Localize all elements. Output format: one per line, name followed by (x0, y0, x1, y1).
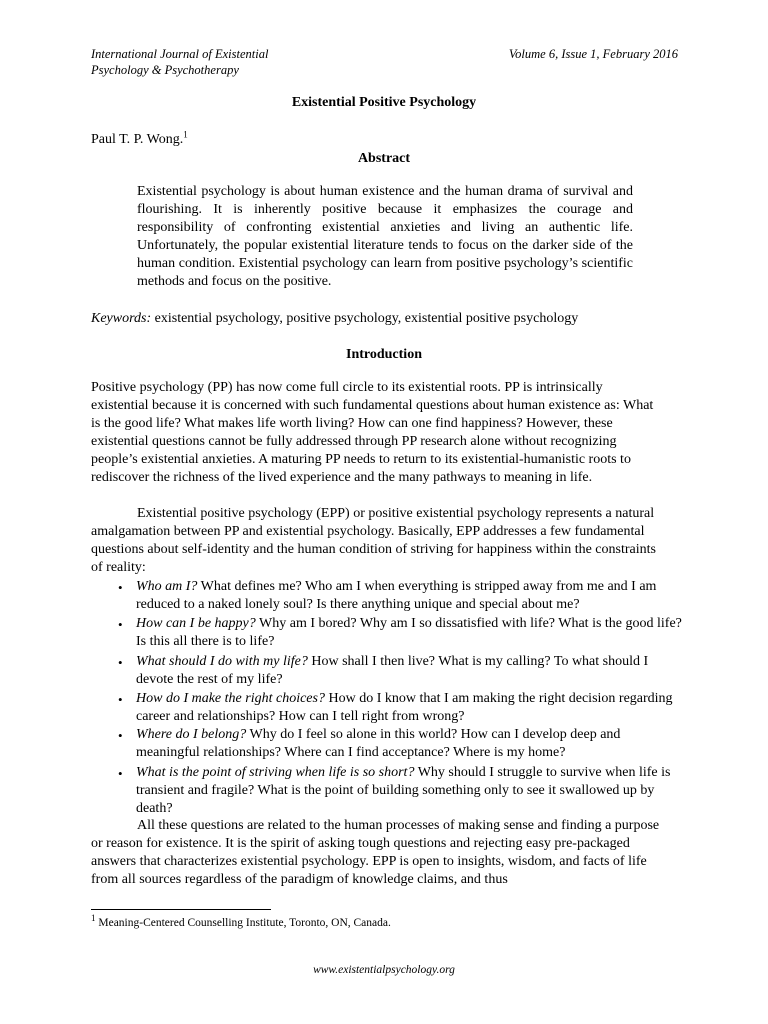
abstract-text: Existential psychology is about human existence and the human drama of survival and flourishing. It is inherently positive because it emphasizes the courage and responsibility of confronting existential anxieties and living an authentic life. Unfortunately, the popular existential literature tends to focus on the darker side of the human condition. Existential psychology can learn from positive psychology’s scientific methods and focus on the positive. (137, 184, 633, 289)
bullet-icon: • (118, 728, 123, 743)
question-rest: Why am I bored? Why am I so dissatisfied with life? What is the good life? Is this all there is to life? (136, 616, 682, 649)
footer-url: www.existentialpsychology.org (313, 964, 455, 976)
intro-paragraph-3: All these questions are related to the human processes of making sense and finding a purpose or reason for existence. It is the spirit of asking tough questions and rejecting easy pre-packaged answers that characterizes existential psychology. EPP is open to insights, wisdom, and facts of life from all sources regardless of the paradigm of knowledge claims, and thus (91, 818, 660, 887)
footnote-mark: 1 (91, 913, 96, 924)
question-rest: What defines me? Who am I when everything is stripped away from me and I am reduced to a naked lonely soul? Is there anything unique and special about me? (136, 579, 657, 612)
list-item-text (136, 764, 684, 818)
question-rest: Why do I feel so alone in this world? How can I develop deep and meaningful relationships? Where can I find acceptance? Where is my home? (136, 727, 621, 760)
footnote-text: Meaning-Centered Counselling Institute, Toronto, ON, Canada. (95, 917, 391, 929)
question-rest: Why should I struggle to survive when life is transient and fragile? What is the point of building something only to see it swallowed up by death? (136, 765, 671, 816)
introduction-heading: Introduction (346, 347, 422, 362)
bullet-icon: • (118, 766, 123, 781)
question-lead: What should I do with my life? (136, 654, 308, 669)
list-item-text (136, 653, 684, 689)
author-name: Paul T. P. Wong. (91, 132, 184, 147)
bullet-icon: • (118, 580, 123, 595)
intro-paragraph-2: Existential positive psychology (EPP) or positive existential psychology represents a natural amalgamation between PP and existential psychology. Basically, EPP addresses a few fundamental questions about self-identity and the human condition of striving for happiness within the constraints of reality: (91, 506, 656, 575)
keywords-label: Keywords: (91, 311, 152, 326)
list-item-text (136, 578, 684, 614)
journal-name (91, 46, 268, 78)
list-item-text (136, 690, 684, 726)
question-lead: Who am I? (136, 579, 198, 594)
author-footnote-mark: 1 (183, 129, 188, 140)
journal-name-line1: International Journal of Existential (91, 47, 269, 61)
bullet-icon: • (118, 692, 123, 707)
keywords-line (91, 310, 691, 328)
footnote (91, 913, 391, 930)
bullet-icon: • (118, 655, 123, 670)
question-lead: How can I be happy? (136, 616, 256, 631)
question-rest: How do I know that I am making the right decision regarding career and relationships? How can I tell right from wrong? (136, 691, 673, 724)
list-item-text (136, 726, 684, 762)
footnote-divider (91, 909, 271, 910)
paper-title: Existential Positive Psychology (291, 95, 477, 110)
question-rest: How shall I then live? What is my calling? To what should I devote the rest of my life? (136, 654, 649, 687)
question-lead: Where do I belong? (136, 727, 247, 742)
author-line (91, 131, 188, 149)
intro-paragraph-1: Positive psychology (PP) has now come full circle to its existential roots. PP is intrinsically existential because it is concerned with such fundamental questions about human existence as: What is the good life? What makes life worth living? How can one find happiness? However, these existential questions cannot be fully addressed through PP research alone without recognizing people’s existential anxieties. A maturing PP needs to return to its existential-humanistic roots to rediscover the richness of the lived experience and the many pathways to meaning in life. (91, 380, 654, 485)
abstract-heading: Abstract (357, 151, 411, 166)
question-lead: How do I make the right choices? (136, 691, 325, 706)
keywords-text: existential psychology, positive psychology, existential positive psychology (151, 311, 579, 326)
question-lead: What is the point of striving when life is so short? (136, 765, 415, 780)
journal-name-line2: Psychology & Psychotherapy (91, 63, 239, 77)
issue-info: Volume 6, Issue 1, February 2016 (508, 47, 678, 61)
bullet-icon: • (118, 617, 123, 632)
list-item-text (136, 615, 684, 651)
